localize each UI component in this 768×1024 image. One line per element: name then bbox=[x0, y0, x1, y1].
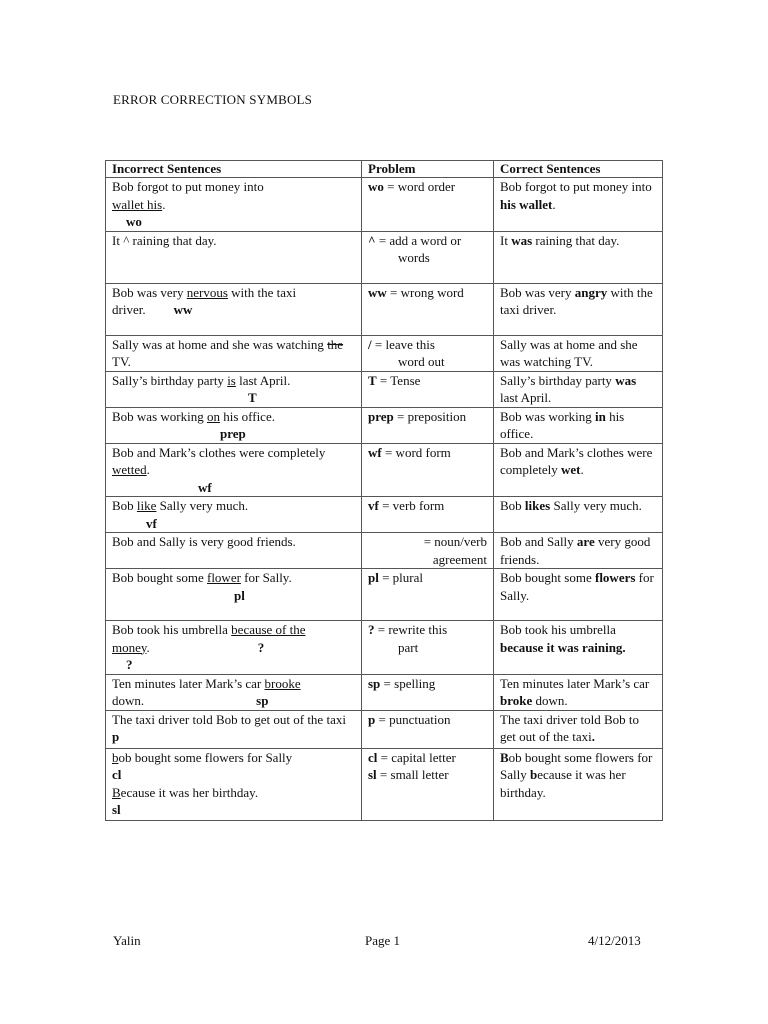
problem-cell: cl = capital letter sl = small letter bbox=[362, 748, 494, 820]
table-row bbox=[106, 178, 663, 232]
incorrect-cell: The taxi driver told Bob to get out of the taxi p bbox=[106, 710, 362, 748]
incorrect-cell: Bob was working on his office. prep bbox=[106, 407, 362, 443]
error-mark: prep bbox=[220, 426, 246, 441]
correct-cell: Ten minutes later Mark’s car broke down. bbox=[494, 674, 663, 710]
footer-author: Yalin bbox=[113, 933, 141, 948]
error-mark: vf bbox=[146, 515, 157, 531]
error-mark: ww bbox=[173, 302, 193, 317]
document-title: ERROR CORRECTION SYMBOLS bbox=[113, 92, 313, 107]
incorrect-cell: Bob forgot to put money into wallet his. wo bbox=[106, 178, 362, 232]
header-incorrect: Incorrect Sentences bbox=[106, 161, 362, 178]
correct-cell: Bob likes Sally very much. bbox=[494, 497, 663, 533]
problem-cell: ^ = add a word or words bbox=[362, 231, 494, 283]
table-row bbox=[106, 569, 663, 621]
footer-date: 4/12/2013 bbox=[588, 933, 641, 948]
incorrect-cell: Bob like Sally very much. vf bbox=[106, 497, 362, 533]
incorrect-cell: Bob and Sally is very good friends. bbox=[106, 533, 362, 569]
table-row bbox=[106, 443, 663, 497]
problem-cell: p = punctuation bbox=[362, 710, 494, 748]
correct-cell: Bob took his umbrella because it was raining. bbox=[494, 621, 663, 675]
header-problem: Problem bbox=[362, 161, 494, 178]
correct-cell: Bob and Mark’s clothes were completely wet. bbox=[494, 443, 663, 497]
error-mark: wf bbox=[198, 479, 212, 495]
error-mark: sp bbox=[256, 693, 269, 708]
error-mark: T bbox=[248, 390, 257, 405]
table-row bbox=[106, 497, 663, 533]
error-mark: cl bbox=[112, 767, 122, 782]
correct-cell: Sally was at home and she was watching TV. bbox=[494, 335, 663, 371]
correct-cell: Bob was working in his office. bbox=[494, 407, 663, 443]
correct-cell: Bob and Sally are very good friends. bbox=[494, 533, 663, 569]
incorrect-cell: Ten minutes later Mark’s car brooke down. sp bbox=[106, 674, 362, 710]
incorrect-cell: It ^ raining that day. bbox=[106, 231, 362, 283]
footer-page-number: Page 1 bbox=[365, 933, 401, 948]
problem-cell: / = leave this word out bbox=[362, 335, 494, 371]
error-mark: ? bbox=[126, 657, 133, 672]
table-row bbox=[106, 283, 663, 335]
table-row bbox=[106, 674, 663, 710]
table-row bbox=[106, 533, 663, 569]
correct-cell: Bob was very angry with the taxi driver. bbox=[494, 283, 663, 335]
problem-cell: ? = rewrite this part bbox=[362, 621, 494, 675]
problem-cell: prep = preposition bbox=[362, 407, 494, 443]
correct-cell: Sally’s birthday party was last April. bbox=[494, 371, 663, 407]
error-symbols-table bbox=[105, 160, 663, 821]
problem-cell: T = Tense bbox=[362, 371, 494, 407]
table-row bbox=[106, 621, 663, 675]
table-row bbox=[106, 231, 663, 283]
problem-cell: = noun/verb agreement bbox=[362, 533, 494, 569]
correct-cell: It was raining that day. bbox=[494, 231, 663, 283]
table-header-row bbox=[106, 161, 663, 178]
problem-cell: vf = verb form bbox=[362, 497, 494, 533]
incorrect-cell: Bob was very nervous with the taxi driver. ww bbox=[106, 283, 362, 335]
problem-cell: ww = wrong word bbox=[362, 283, 494, 335]
table-row bbox=[106, 748, 663, 820]
incorrect-cell: Bob and Mark’s clothes were completely wetted. wf bbox=[106, 443, 362, 497]
table-row bbox=[106, 371, 663, 407]
problem-cell: wf = word form bbox=[362, 443, 494, 497]
table-row bbox=[106, 407, 663, 443]
error-mark: pl bbox=[234, 587, 245, 603]
error-mark: ? bbox=[257, 639, 265, 655]
correct-cell: Bob bought some flowers for Sally. bbox=[494, 569, 663, 621]
incorrect-cell: bob bought some flowers for Sally cl Because it was her birthday. sl bbox=[106, 748, 362, 820]
header-correct: Correct Sentences bbox=[494, 161, 663, 178]
incorrect-cell: Sally was at home and she was watching the TV. bbox=[106, 335, 362, 371]
table-row bbox=[106, 335, 663, 371]
error-mark: wo bbox=[126, 214, 142, 229]
problem-cell: wo = word order bbox=[362, 178, 494, 232]
correct-cell: The taxi driver told Bob to get out of the taxi. bbox=[494, 710, 663, 748]
incorrect-cell: Bob bought some flower for Sally. pl bbox=[106, 569, 362, 621]
correct-cell: Bob forgot to put money into his wallet. bbox=[494, 178, 663, 232]
table-row bbox=[106, 710, 663, 748]
problem-cell: sp = spelling bbox=[362, 674, 494, 710]
problem-cell: pl = plural bbox=[362, 569, 494, 621]
incorrect-cell: Sally’s birthday party is last April. T bbox=[106, 371, 362, 407]
incorrect-cell: Bob took his umbrella because of the money. ? ? bbox=[106, 621, 362, 675]
error-mark: sl bbox=[112, 802, 121, 817]
error-mark: p bbox=[112, 729, 120, 744]
correct-cell: Bob bought some flowers for Sally because it was her birthday. bbox=[494, 748, 663, 820]
